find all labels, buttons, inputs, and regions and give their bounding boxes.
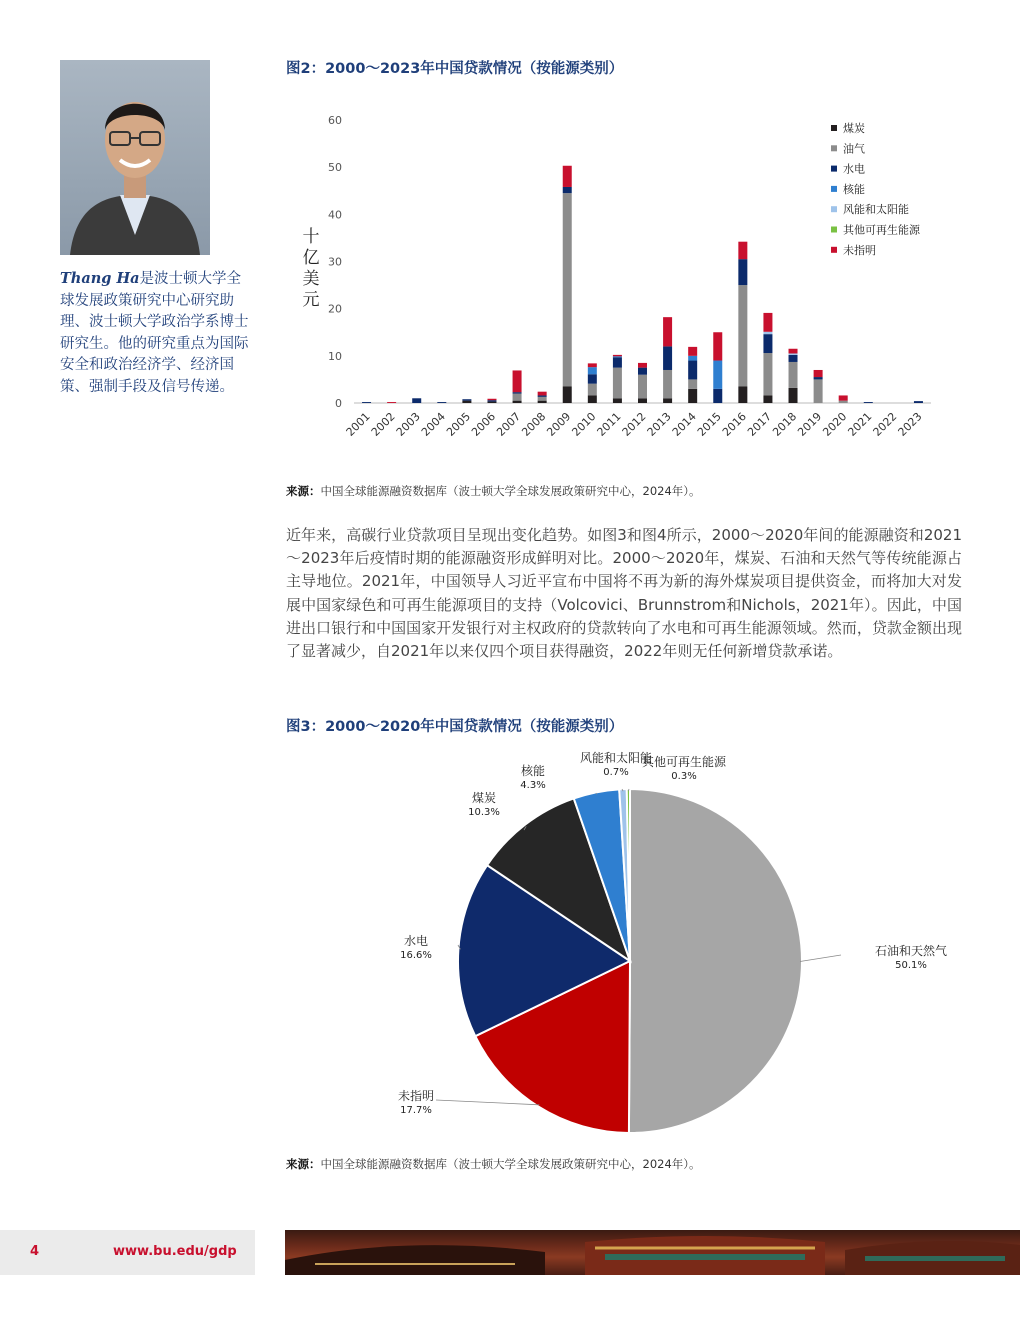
bar-segment (713, 389, 722, 403)
figure2-bar-chart (286, 100, 966, 460)
bar-segment (588, 367, 597, 374)
bar-segment (688, 389, 697, 403)
bar-segment (738, 285, 747, 386)
legend-swatch (831, 186, 837, 192)
bar-segment (437, 402, 446, 403)
y-tick-label: 60 (328, 114, 342, 127)
y-axis-label: 十亿美元 (302, 227, 320, 310)
bar-segment (789, 353, 798, 354)
bar-segment (738, 242, 747, 259)
bar-segment (864, 402, 873, 403)
x-tick-label: 2009 (544, 409, 574, 439)
bar-segment (839, 401, 848, 403)
x-tick-label: 2014 (669, 409, 699, 439)
pie-leader-line (596, 793, 597, 794)
bar-segment (789, 388, 798, 403)
bar-segment (814, 377, 823, 379)
bar-segment (688, 361, 697, 380)
bar-segment (814, 370, 823, 377)
pie-leader-line (436, 1100, 539, 1105)
legend-swatch (831, 145, 837, 151)
bar-segment (513, 394, 522, 401)
x-tick-label: 2019 (795, 409, 825, 439)
bar-segment (663, 346, 672, 370)
bar-segment (513, 370, 522, 392)
legend-label: 其他可再生能源 (843, 223, 920, 237)
legend-label: 未指明 (843, 243, 876, 257)
bar-segment (538, 397, 547, 401)
x-tick-label: 2020 (820, 409, 850, 439)
bar-segment (713, 332, 722, 360)
bar-segment (588, 363, 597, 367)
y-tick-label: 10 (328, 349, 342, 363)
bar-segment (688, 347, 697, 356)
y-tick-label: 0 (335, 397, 342, 410)
x-tick-label: 2011 (594, 409, 624, 439)
y-tick-label: 20 (328, 302, 342, 316)
bar-segment (588, 374, 597, 383)
x-tick-label: 2022 (870, 409, 900, 439)
figure3-pie-chart (286, 745, 966, 1145)
x-tick-label: 2017 (745, 409, 775, 439)
figure3-source-label: 来源： (286, 1157, 321, 1171)
bar-segment (688, 356, 697, 361)
bar-segment (638, 375, 647, 399)
x-tick-label: 2006 (469, 409, 499, 439)
bar-segment (638, 363, 647, 368)
bar-segment (613, 398, 622, 403)
footer-bar (0, 1230, 255, 1275)
x-tick-label: 2023 (895, 409, 925, 439)
x-tick-label: 2021 (845, 409, 875, 439)
bar-segment (663, 317, 672, 346)
bar-segment (412, 398, 421, 403)
author-photo (60, 60, 210, 255)
x-tick-label: 2012 (619, 409, 649, 439)
legend-swatch (831, 247, 837, 253)
bar-segment (538, 395, 547, 396)
pie-label: 风能和太阳能 0.7% (579, 751, 653, 778)
pie-label: 石油和天然气 50.1% (874, 944, 948, 971)
pie-label: 未指明 17.7% (397, 1089, 435, 1116)
footer-url[interactable]: www.bu.edu/gdp (113, 1244, 237, 1259)
bar-segment (613, 368, 622, 399)
bar-segment (563, 386, 572, 403)
author-name: Thang Ha (60, 270, 140, 287)
figure3-source (286, 1156, 701, 1172)
x-tick-label: 2018 (770, 409, 800, 439)
bar-segment (914, 401, 923, 403)
bar-segment (789, 349, 798, 354)
y-tick-label: 50 (328, 161, 342, 175)
x-tick-label: 2013 (644, 409, 674, 439)
bar-segment (789, 362, 798, 388)
bar-segment (663, 370, 672, 398)
legend-label: 煤炭 (843, 122, 865, 135)
x-tick-label: 2016 (719, 409, 749, 439)
author-bio (60, 268, 250, 398)
legend-swatch (831, 166, 837, 172)
bar-segment (663, 398, 672, 403)
pie-label: 煤炭 10.3% (468, 791, 500, 818)
bar-segment (588, 395, 597, 403)
bar-segment (763, 332, 772, 334)
pie-slice (629, 789, 802, 1133)
legend-swatch (831, 206, 837, 212)
legend-swatch (831, 125, 837, 131)
x-tick-label: 2015 (694, 409, 724, 439)
bar-segment (538, 392, 547, 396)
bar-segment (713, 361, 722, 389)
x-tick-label: 2004 (418, 409, 448, 439)
legend-swatch (831, 227, 837, 233)
author-bio-text: 是波士顿大学全球发展政策研究中心研究助理、波士顿大学政治学系博士研究生。他的研究重点为国际安全和政治经济学、经济国策、强制手段及信号传递。 (60, 271, 249, 395)
x-tick-label: 2003 (393, 409, 423, 439)
bar-segment (462, 401, 471, 403)
bar-segment (513, 392, 522, 393)
figure2-source-text: 中国全球能源融资数据库（波士顿大学全球发展政策研究中心，2024年）。 (320, 484, 701, 498)
bar-segment (487, 400, 496, 401)
bar-segment (538, 401, 547, 403)
body-paragraph: 近年来，高碳行业贷款项目呈现出变化趋势。如图3和图4所示，2000～2020年间的能源融资和2021～2023年后疫情时期的能源融资形成鲜明对比。2000～2020年，煤炭、石油和天然气等传统能源占主导地位。2021年，中国领导人习近平宣布中国将不再为新的海外煤炭项目提供资金，而将加大对发展中国家绿色和可再生能源项目的支持（Volcovici、Brunnstrom和Nichols，2021年）。因此，中国进出口银行和中国国家开发银行对主权政府的贷款转向了水电和可再生能源领域。然而，贷款金额出现了显著减少，自2021年以来仅四个项目获得融资，2022年则无任何新增贷款承诺。 (286, 526, 962, 661)
bar-segment (588, 384, 597, 396)
x-tick-label: 2008 (519, 409, 549, 439)
legend-label: 水电 (843, 162, 865, 176)
bar-segment (763, 313, 772, 332)
x-tick-label: 2005 (444, 409, 474, 439)
figure2-source-label: 来源： (286, 484, 321, 498)
temple-roof-illustration (285, 1230, 1020, 1275)
page-number: 4 (30, 1244, 40, 1259)
footer-banner-image (285, 1230, 1020, 1275)
bar-segment (763, 334, 772, 353)
pie-label: 核能 4.3% (520, 764, 546, 791)
bar-segment (738, 386, 747, 403)
x-tick-label: 2001 (343, 409, 373, 439)
bar-segment (638, 398, 647, 403)
bar-segment (613, 357, 622, 367)
portrait-illustration (60, 60, 210, 255)
bar-segment (513, 401, 522, 403)
bar-segment (688, 379, 697, 388)
bar-segment (839, 395, 848, 400)
figure2-title: 图2：2000～2023年中国贷款情况（按能源类别） (286, 61, 624, 77)
pie-label: 其他可再生能源 0.3% (641, 755, 727, 782)
bar-segment (789, 355, 798, 362)
bar-segment (462, 399, 471, 400)
pie-leader-line (800, 955, 841, 962)
pie-label: 水电 16.6% (400, 934, 432, 961)
bar-segment (738, 259, 747, 285)
bar-segment (613, 355, 622, 356)
x-tick-label: 2002 (368, 409, 398, 439)
figure2-source (286, 483, 701, 499)
bar-segment (362, 402, 371, 403)
figure3-source-text: 中国全球能源融资数据库（波士顿大学全球发展政策研究中心，2024年）。 (320, 1157, 701, 1171)
x-tick-label: 2007 (494, 409, 524, 439)
legend-label: 油气 (843, 142, 865, 156)
bar-segment (563, 193, 572, 386)
x-tick-label: 2010 (569, 409, 599, 439)
bar-segment (487, 402, 496, 403)
bar-segment (487, 399, 496, 400)
bar-segment (613, 356, 622, 357)
bar-segment (563, 187, 572, 193)
bar-segment (638, 368, 647, 375)
y-tick-label: 30 (328, 255, 342, 269)
y-tick-label: 40 (328, 208, 342, 222)
legend-label: 风能和太阳能 (843, 203, 909, 217)
bar-segment (814, 379, 823, 403)
bar-segment (387, 402, 396, 403)
legend-label: 核能 (843, 182, 865, 196)
bar-segment (763, 353, 772, 395)
bar-segment (763, 395, 772, 403)
figure3-title: 图3：2000～2020年中国贷款情况（按能源类别） (286, 719, 624, 735)
bar-segment (563, 166, 572, 187)
